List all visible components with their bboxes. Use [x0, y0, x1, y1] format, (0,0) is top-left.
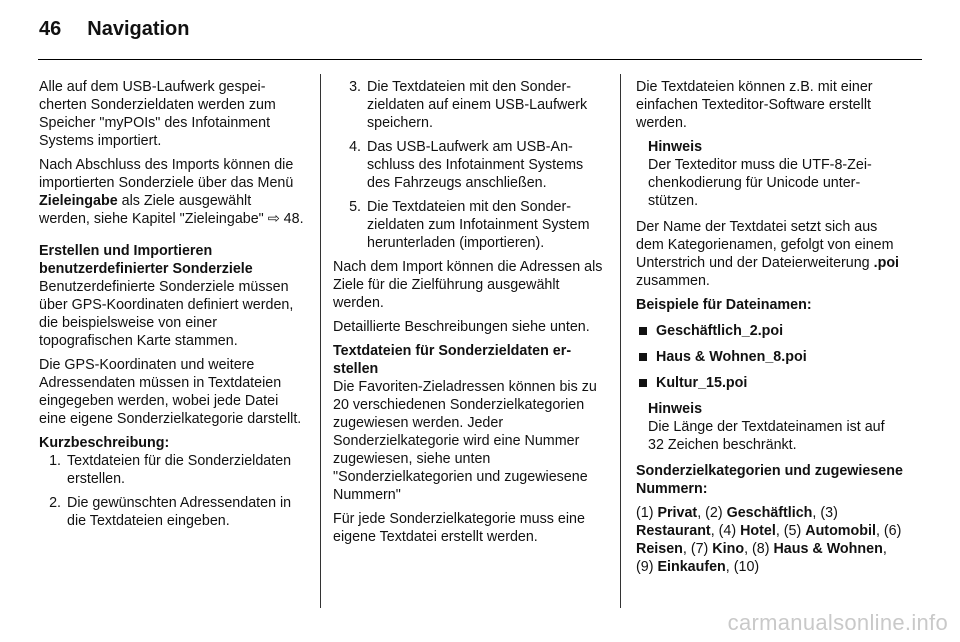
note-text: Die Länge der Textdateinamen ist auf 32 Zeichen beschränkt.	[648, 419, 885, 453]
column-1	[39, 78, 305, 536]
list-item: 5. Die Textdateien mit den Sonderzieldaten zum Infotainment System herunterladen (importieren).	[349, 199, 590, 251]
bullet-icon	[639, 353, 647, 361]
category-list: (1) Privat, (2) Geschäftlich, (3) Restaurant, (4) Hotel, (5) Automobil, (6) Reisen, (7) Kino, (8) Haus & Wohnen, (9) Einkaufen, (10)	[636, 505, 902, 575]
paragraph: Die GPS-Koordinaten und weitere Adressendaten müssen in Textdateien eingegeben werden, wobei jede Datei eine eigene Sonderzielkategorie darstellt.	[39, 357, 302, 427]
column-divider-2	[620, 74, 621, 608]
column-divider-1	[320, 74, 321, 608]
list-item: Haus & Wohnen_8.poi	[636, 348, 904, 366]
section-heading: Kurzbeschreibung:	[39, 435, 170, 451]
page-title: Navigation	[87, 18, 190, 40]
list-item: 2. Die gewünschten Adressendaten in die Textdateien eingeben.	[49, 495, 292, 529]
list-item: Kultur_15.poi	[636, 374, 904, 392]
paragraph: Die Favoriten-Zieladressen können bis zu 20 verschiedenen Sonderzielkategorien zugewiesen werden. Jeder Sonderzielkategorie wird eine Nummer zugewiesen, siehe unten "Sonderzielkategorien und zugewiesene Nummern"	[333, 379, 597, 503]
paragraph: Alle auf dem USB-Laufwerk gespeicherten Sonderzieldaten werden zum Speicher "myPOIs" des Infotainment Systems importiert.	[39, 79, 276, 149]
watermark: carmanualsonline.info	[727, 610, 948, 635]
note-box	[636, 400, 904, 454]
bullet-icon	[639, 379, 647, 387]
paragraph: Nach dem Import können die Adressen als Ziele für die Zielführung ausgewählt werden.	[333, 259, 603, 311]
steps-list	[39, 452, 305, 530]
list-item: 4. Das USB-Laufwerk am USB-Anschluss des Infotainment Systems des Fahrzeugs anschließen.	[349, 139, 584, 191]
paragraph: Benutzerdefinierte Sonderziele müssen über GPS-Koordinaten definiert werden, die beispielsweise von einer topografischen Karte stammen.	[39, 279, 294, 349]
list-item: 3. Die Textdateien mit den Sonderzieldaten auf einem USB-Laufwerk speichern.	[349, 79, 588, 131]
arrow-ref-icon: ⇨	[267, 211, 280, 227]
note-box	[636, 138, 904, 210]
paragraph: Der Name der Textdatei setzt sich aus dem Kategorienamen, gefolgt von einem Unterstrich und der Dateierweiterung .poi zusammen.	[636, 219, 900, 289]
section-heading: Sonderzielkategorien und zugewiesene Nummern:	[636, 463, 903, 497]
page-number: 46	[39, 18, 62, 40]
steps-list	[333, 78, 605, 252]
section-heading: Textdateien für Sonderzieldaten erstellen	[333, 343, 572, 377]
header-rule	[38, 59, 922, 60]
menu-term: Zieleingabe	[39, 193, 118, 209]
page-header	[39, 18, 190, 41]
paragraph: Nach Abschluss des Imports können die importierten Sonderziele über das Menü Zieleingabe als Ziele ausgewählt werden, siehe Kapitel "Zieleingabe" ⇨ 48.	[39, 157, 304, 227]
note-text: Der Texteditor muss die UTF-8-Zeichenkodierung für Unicode unterstützen.	[648, 157, 872, 209]
bullet-icon	[639, 327, 647, 335]
column-2	[333, 78, 605, 552]
examples-list	[636, 322, 904, 392]
list-item: 1. Textdateien für die Sonderzieldaten erstellen.	[49, 453, 292, 487]
list-item: Geschäftlich_2.poi	[636, 322, 904, 340]
paragraph: Für jede Sonderzielkategorie muss eine eigene Textdatei erstellt werden.	[333, 511, 585, 545]
file-extension: .poi	[873, 255, 900, 271]
paragraph: Die Textdateien können z.B. mit einer einfachen Texteditor-Software erstellt werden.	[636, 79, 873, 131]
note-title: Hinweis	[648, 401, 703, 417]
section-heading: Erstellen und Importieren benutzerdefinierter Sonderziele	[39, 243, 253, 277]
page-reference: 48.	[279, 211, 304, 227]
note-title: Hinweis	[648, 139, 703, 155]
paragraph: Detaillierte Beschreibungen siehe unten.	[333, 319, 590, 335]
column-3	[636, 78, 904, 582]
section-heading: Beispiele für Dateinamen:	[636, 297, 812, 313]
